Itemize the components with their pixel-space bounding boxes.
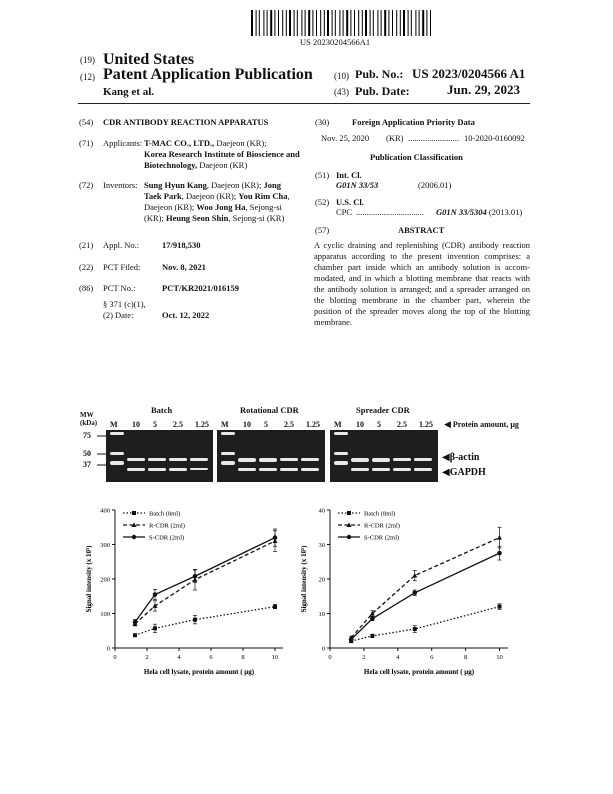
appl-no-label: Appl. No.: [103,240,140,250]
cpc-label: CPC [336,207,353,217]
y-tick-label: 10 [318,611,325,618]
applicants: T-MAC CO., LTD., Daejeon (KR); Korea Research Institute of Bioscience and Biotechnology, Daejeon (KR) [144,138,300,170]
applicants-label: Applicants: [103,138,143,148]
x-tick-label: 8 [463,654,468,661]
data-point [193,574,198,579]
code-57: (57) [315,225,330,235]
pub-type: Patent Application Publication [103,66,313,83]
barcode-bar [422,10,424,36]
barcode-bar [316,10,317,36]
barcode-bar [415,10,416,36]
code-21: (21) [79,240,94,250]
y-tick-label: 30 [318,542,325,549]
y-tick-label: 40 [318,507,325,515]
pub-no: US 2023/0204566 A1 [412,66,526,81]
lane-label: 2.5 [284,420,294,429]
series-line [351,553,499,639]
barcode-bar [350,10,351,36]
barcode-bar [320,10,321,36]
lane-label: 5 [153,420,157,429]
intcl-code: G01N 33/53 [336,180,379,190]
uscl-label: U.S. Cl. [336,197,364,207]
inventor-short: Kang et al. [103,86,155,98]
code-71: (71) [79,138,94,148]
data-point [498,605,502,609]
barcode-bar [400,10,401,36]
code-72: (72) [79,180,94,190]
barcode-bar [373,10,374,36]
lane-label: 1.25 [195,420,209,429]
code-12: (12) [80,72,95,82]
abstract-text: A cyclic draining and replenishing (CDR) antibody reaction apparatus according to the present invention comprises: a chamber part inside which an antibody solution is accom-modated, and in which a blotting membrane that reacts with the antibody solution is arranged; and a spreader arranged on the blotting membrane in the chamber part, wherein the position of the spreader moves along the top of the blotting membrane. [314,240,530,327]
code-51: (51) [315,170,330,180]
blot-panel-rotational [217,430,325,482]
lane-label: 1.25 [306,420,320,429]
inventor-3: You Rim Cha [238,191,288,201]
pct-filed: Nov. 8, 2021 [162,262,206,272]
barcode-bar [377,10,378,36]
legend-label: S-CDR (2ml) [364,534,400,542]
pub-date-label: Pub. Date: [355,84,410,98]
data-point [370,616,375,621]
inventors: Sung Hyun Kang, Daejeon (KR); Jong Taek Park, Daejeon (KR); You Rim Cha, Daejeon (KR); Woo Jong Ha, Sejong-si (KR); Heung Seon Shin, Sejong-si (KR) [144,180,290,223]
code-43: (43) [334,87,349,97]
beta-actin-label: ◀β-actin [442,452,480,463]
title: CDR ANTIBODY REACTION APPARATUS [103,117,269,127]
mw-75: 75 [83,431,91,440]
code-10: (10) [334,71,349,81]
barcode-bar [358,10,359,36]
y-axis-label: Signal intensity (x 10⁵) [85,545,93,613]
barcode-bar [335,10,336,36]
data-point [497,551,502,556]
chart-left [80,500,295,690]
data-point [153,626,157,630]
barcode [251,10,431,36]
x-tick-label: 2 [362,654,366,661]
data-point [153,592,158,597]
barcode-bar [396,10,397,36]
y-tick-label: 100 [100,611,110,618]
barcode-bar [343,10,344,36]
abstract-title: ABSTRACT [398,225,445,235]
code-86: (86) [79,283,94,293]
data-point [497,535,502,540]
lane-label: M [110,420,118,429]
y-tick-label: 0 [106,645,110,653]
barcode-bar [354,10,355,36]
barcode-bar [308,10,310,36]
x-tick-label: 0 [113,654,117,661]
data-point [133,620,138,625]
legend-marker [132,511,136,515]
lane-label: 10 [243,420,251,429]
barcode-bar [403,10,405,36]
blot-title-spreader: Spreader CDR [356,405,410,415]
barcode-bar [362,10,363,36]
foreign-date: Nov. 25, 2020 [321,133,370,143]
inventor-5: Heung Seon Shin [165,213,229,223]
barcode-bar [408,10,409,36]
mw-label: MW (kDa) [80,411,98,427]
barcode-bar [251,10,253,36]
intcl-year: (2006.01) [418,180,452,190]
barcode-bar [274,10,275,36]
data-point [273,605,277,609]
barcode-bar [312,10,313,36]
x-tick-label: 2 [145,654,149,661]
code-22: (22) [79,262,94,272]
y-axis-label: Signal intensity (x 10⁵) [300,545,308,613]
data-point [273,535,278,540]
pct-no-label: PCT No.: [103,283,136,293]
data-point [193,618,197,622]
data-point [370,634,374,638]
barcode-bar [256,10,257,36]
barcode-bar [332,10,333,36]
legend-marker [347,535,351,539]
lane-label: 5 [264,420,268,429]
s371-label-1: § 371 (c)(1), [103,299,146,309]
x-axis-label: Hela cell lysate, protein amount ( μg) [143,668,255,676]
legend-marker [347,511,351,515]
lane-label: M [221,420,229,429]
x-tick-label: 10 [271,654,279,661]
pct-no: PCT/KR2021/016159 [162,283,239,293]
barcode-bar [339,10,340,36]
pct-filed-label: PCT Filed: [103,262,141,272]
data-point [412,573,417,578]
barcode-bar [346,10,348,36]
lane-label: 10 [356,420,364,429]
barcode-bar [267,10,268,36]
foreign-title: Foreign Application Priority Data [352,117,475,127]
pub-number-top: US 20230204566A1 [300,37,371,47]
foreign-country: (KR) [386,133,404,143]
appl-no: 17/918,530 [162,240,201,250]
cpc-classification: G01N 33/5304 (2013.01) [436,207,523,217]
foreign-dots: ........................ [408,133,459,143]
inventor-4: Woo Jong Ha [196,202,246,212]
code-19: (19) [80,55,95,65]
data-point [133,633,137,637]
inventor-1: Sung Hyun Kang [144,180,207,190]
lane-label: 2.5 [173,420,183,429]
inventor-2: Jong Taek Park [144,180,281,201]
s371-date: Oct. 12, 2022 [162,310,210,320]
mw-50: 50 [83,449,91,458]
barcode-bar [365,10,367,36]
code-54: (54) [79,117,94,127]
x-tick-label: 4 [396,654,400,661]
y-tick-label: 0 [321,645,325,653]
mw-37: 37 [83,460,91,469]
data-point [413,627,417,631]
legend-label: S-CDR (2ml) [149,534,185,542]
lane-label: 2.5 [397,420,407,429]
barcode-bar [384,10,386,36]
barcode-bar [426,10,427,36]
y-tick-label: 400 [100,507,110,515]
barcode-bar [392,10,393,36]
x-axis-label: Hela cell lysate, protein amount ( μg) [363,668,475,676]
series-line [135,538,275,623]
intcl-label: Int. Cl. [336,170,362,180]
blot-panel-batch [106,430,213,482]
pub-no-label: Pub. No.: [355,67,404,81]
barcode-bar [381,10,382,36]
barcode-bar [388,10,389,36]
barcode-bar [263,10,264,36]
barcode-bar [370,10,371,36]
lane-label: 5 [377,420,381,429]
barcode-bar [289,10,291,36]
lane-label: M [334,420,342,429]
barcode-bar [305,10,306,36]
legend-label: R-CDR (2ml) [364,522,400,530]
gapdh-label: ◀GAPDH [442,467,486,478]
s371-label-2: (2) Date: [103,310,134,320]
foreign-no: 10-2020-0160092 [464,133,525,143]
barcode-bar [282,10,283,36]
barcode-bar [278,10,279,36]
x-tick-label: 10 [496,654,503,661]
pub-class-title: Publication Classification [370,152,463,162]
barcode-bar [430,10,431,36]
y-tick-label: 300 [100,542,110,549]
applicant-1: T-MAC CO., LTD., [144,138,215,148]
barcode-bar [419,10,420,36]
y-tick-label: 20 [318,576,325,584]
barcode-bar [327,10,329,36]
legend-label: Batch (8ml) [149,510,181,518]
blot-panel-spreader [330,430,438,482]
header-rule [78,103,530,104]
cpc-code: G01N 33/5304 [436,207,487,217]
x-tick-label: 4 [177,654,181,661]
barcode-bar [411,10,412,36]
blot-title-batch: Batch [151,405,173,415]
barcode-bar [324,10,325,36]
legend-marker [132,535,136,539]
pub-date: Jun. 29, 2023 [447,82,520,97]
x-tick-label: 6 [209,654,213,661]
barcode-bar [297,10,298,36]
barcode-bar [270,10,272,36]
lane-label: 1.25 [419,420,433,429]
code-30: (30) [315,117,330,127]
country: United States [103,51,195,68]
x-tick-label: 6 [430,654,434,661]
data-point [349,637,354,642]
cpc-dots: ................................ [356,207,424,217]
legend-label: R-CDR (2ml) [149,522,185,530]
barcode-bar [294,10,295,36]
x-tick-label: 8 [241,654,245,661]
inventors-label: Inventors: [103,180,138,190]
blot-title-rotational: Rotational CDR [240,405,299,415]
barcode-bar [286,10,287,36]
x-tick-label: 0 [328,654,332,661]
barcode-bar [259,10,260,36]
applicant-2: Korea Research Institute of Bioscience and Biotechnology, [144,149,300,170]
legend-label: Batch (8ml) [364,510,396,518]
lane-label: 10 [132,420,140,429]
y-tick-label: 200 [100,576,110,584]
data-point [412,591,417,596]
barcode-bar [301,10,302,36]
code-52: (52) [315,197,330,207]
protein-amount-label: ◀ Protein amount, μg [444,419,519,429]
chart-right [295,500,520,690]
